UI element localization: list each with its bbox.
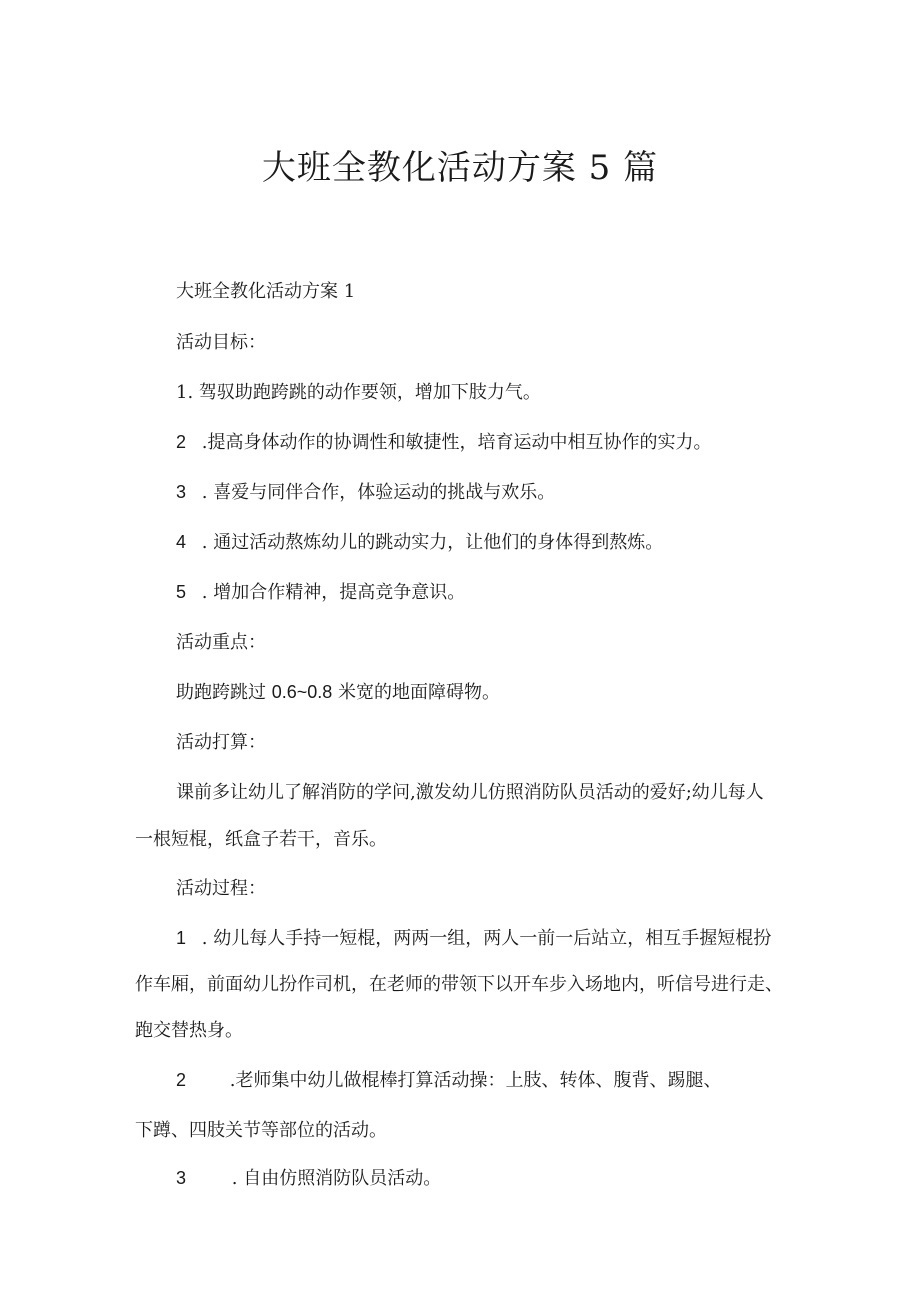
- goal-2-number: 2: [176, 432, 187, 452]
- focus-label: 活动重点：: [176, 632, 266, 653]
- goal-3: [176, 478, 555, 504]
- page-title: 大班全教化活动方案 5 篇: [261, 148, 659, 188]
- step-1-line-3: 跑交替热身。: [135, 1020, 243, 1041]
- step-2-text: .老师集中幼儿做棍棒打算活动操：上肢、转体、腹背、踢腿、: [229, 1070, 722, 1091]
- focus-measure: 0.6~0.8: [271, 682, 333, 702]
- step-3: [176, 1164, 441, 1190]
- goal-5-text: . 增加合作精神，提高竞争意识。: [201, 582, 466, 603]
- process-label: 活动过程：: [176, 878, 266, 899]
- step-1-line-2: 作车厢，前面幼儿扮作司机，在老师的带领下以开车步入场地内，听信号进行走、: [135, 974, 783, 995]
- goal-4-text: . 通过活动熬炼幼儿的跳动实力，让他们的身体得到熬炼。: [201, 532, 664, 553]
- focus-prefix: 助跑跨跳过: [176, 682, 272, 703]
- focus-suffix: 米宽的地面障碍物。: [332, 682, 501, 703]
- step-1-number: 1: [176, 928, 187, 948]
- goal-2-text: .提高身体动作的协调性和敏捷性，培育运动中相互协作的实力。: [201, 432, 712, 453]
- goal-3-number: 3: [176, 482, 187, 502]
- goal-3-text: . 喜爱与同伴合作，体验运动的挑战与欢乐。: [201, 482, 556, 503]
- goal-1: 1. 驾驭助跑跨跳的动作要领，增加下肢力气。: [176, 382, 541, 403]
- prep-line-2: 一根短棍，纸盒子若干，音乐。: [135, 829, 387, 850]
- goal-4: [176, 528, 663, 554]
- step-1: [176, 924, 771, 950]
- section-heading: 大班全教化活动方案 1: [176, 281, 356, 302]
- goal-4-number: 4: [176, 532, 187, 552]
- step-3-number: 3: [176, 1168, 187, 1188]
- goal-5-number: 5: [176, 582, 187, 602]
- goal-2: [176, 428, 711, 454]
- step-2: [176, 1066, 721, 1092]
- step-2-number: 2: [176, 1070, 187, 1090]
- prep-label: 活动打算：: [176, 732, 266, 753]
- step-2-line-2: 下蹲、四肢关节等部位的活动。: [135, 1120, 387, 1141]
- goals-label: 活动目标：: [176, 332, 266, 353]
- step-3-text: . 自由仿照消防队员活动。: [231, 1168, 442, 1189]
- focus-text: [176, 678, 500, 704]
- goal-5: [176, 578, 465, 604]
- prep-line-1: 课前多让幼儿了解消防的学问,激发幼儿仿照消防队员活动的爱好;幼儿每人: [176, 782, 764, 803]
- step-1-text: . 幼儿每人手持一短棍，两两一组，两人一前一后站立，相互手握短棍扮: [201, 928, 772, 949]
